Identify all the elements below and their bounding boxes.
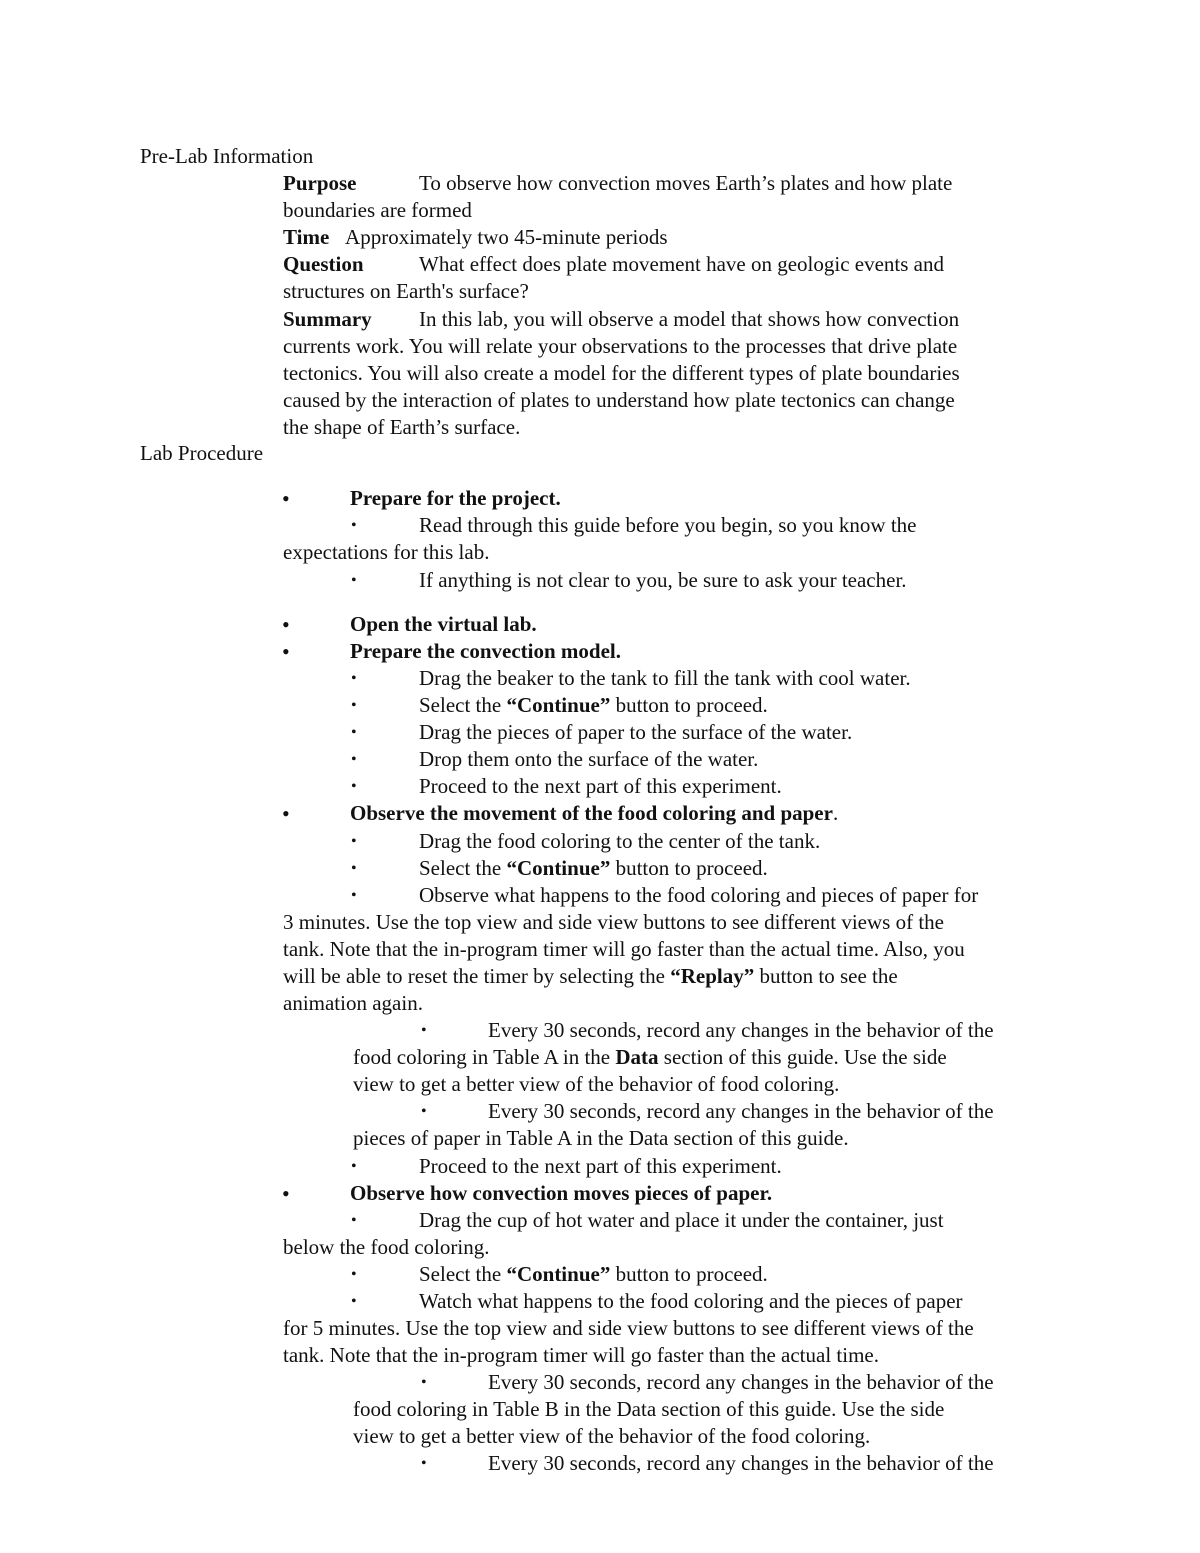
summary-text: In this lab, you will observe a model that shows how convection [419,307,960,331]
list-item-cont: view to get a better view of the behavior of food coloring. [353,1072,840,1096]
list-item: Read through this guide before you begin, so you know the [419,513,917,537]
list-item: Drag the cup of hot water and place it under the container, just [419,1208,944,1232]
list-item: Watch what happens to the food coloring and the pieces of paper [419,1289,963,1313]
purpose-text: To observe how convection moves Earth’s plates and how plate [419,171,953,195]
question-text-cont: structures on Earth's surface? [283,279,529,303]
sub-bullet: • [351,697,357,714]
text: button to proceed. [610,856,768,880]
bullet: • [282,486,290,511]
summary-text-cont: caused by the interaction of plates to understand how plate tectonics can change [283,388,955,412]
text: button to proceed. [610,1262,768,1286]
continue-label: “Continue” [506,693,611,717]
sub-bullet: • [351,1266,357,1283]
list-item: If anything is not clear to you, be sure to ask your teacher. [419,568,907,592]
text: Select the [419,693,507,717]
summary-text-cont: the shape of Earth’s surface. [283,415,521,439]
list-item: Drag the pieces of paper to the surface of the water. [419,720,853,744]
list-item [419,1261,768,1288]
text: . [832,801,839,825]
sub-sub-bullet: • [421,1455,427,1472]
text: Select the [419,1262,507,1286]
purpose-label: Purpose [283,171,357,195]
list-item-cont: expectations for this lab. [283,540,490,564]
text: Select the [419,856,507,880]
list-item-cont: tank. Note that the in-program timer will go faster than the actual time. Also, you [283,937,965,961]
bullet: • [282,612,290,637]
time-text: Approximately two 45-minute periods [345,225,668,249]
sub-sub-bullet: • [421,1103,427,1120]
procedure-heading: Lab Procedure [140,441,264,465]
sub-bullet: • [351,833,357,850]
sub-bullet: • [351,887,357,904]
summary-label: Summary [283,307,372,331]
text: section of this guide. Use the side [658,1045,947,1069]
list-item: Every 30 seconds, record any changes in the behavior of the [488,1099,994,1123]
step-open-virtual-lab: Open the virtual lab. [350,612,537,636]
sub-bullet: • [351,1158,357,1175]
sub-bullet: • [351,517,357,534]
replay-label: “Replay” [670,964,755,988]
prelab-heading: Pre-Lab Information [140,144,314,168]
list-item-cont: for 5 minutes. Use the top view and side view buttons to see different views of the [283,1316,974,1340]
continue-label: “Continue” [506,856,611,880]
continue-label: “Continue” [506,1262,611,1286]
list-item: Proceed to the next part of this experiment. [419,1154,782,1178]
step-title: Observe the movement of the food coloring and paper [350,801,833,825]
text: button to proceed. [610,693,768,717]
list-item: Drop them onto the surface of the water. [419,747,759,771]
list-item-cont: below the food coloring. [283,1235,490,1259]
step-observe-movement [350,800,838,827]
summary-text-cont: currents work. You will relate your observations to the processes that drive plate [283,334,958,358]
list-item-cont: pieces of paper in Table A in the Data section of this guide. [353,1126,849,1150]
list-item [419,692,768,719]
list-item-cont: 3 minutes. Use the top view and side view buttons to see different views of the [283,910,944,934]
question-label: Question [283,252,364,276]
summary-text-cont: tectonics. You will also create a model for the different types of plate boundaries [283,361,960,385]
list-item-cont: animation again. [283,991,423,1015]
sub-sub-bullet: • [421,1022,427,1039]
purpose-text-cont: boundaries are formed [283,198,472,222]
list-item-cont: view to get a better view of the behavior of the food coloring. [353,1424,871,1448]
list-item-cont [353,1044,947,1071]
step-observe-convection: Observe how convection moves pieces of paper. [350,1181,773,1205]
list-item-cont: tank. Note that the in-program timer will go faster than the actual time. [283,1343,879,1367]
list-item: Proceed to the next part of this experiment. [419,774,782,798]
sub-bullet: • [351,1212,357,1229]
bullet: • [282,639,290,664]
sub-bullet: • [351,778,357,795]
list-item: Every 30 seconds, record any changes in the behavior of the [488,1370,994,1394]
list-item: Every 30 seconds, record any changes in the behavior of the [488,1451,994,1475]
text: will be able to reset the timer by selecting the [283,964,671,988]
list-item [419,855,768,882]
sub-bullet: • [351,1293,357,1310]
list-item-cont [283,963,898,990]
step-prepare-convection-model: Prepare the convection model. [350,639,622,663]
sub-bullet: • [351,724,357,741]
text: food coloring in Table A in the [353,1045,616,1069]
data-label: Data [615,1045,659,1069]
question-text: What effect does plate movement have on geologic events and [419,252,944,276]
sub-bullet: • [351,670,357,687]
sub-bullet: • [351,751,357,768]
bullet: • [282,801,290,826]
sub-sub-bullet: • [421,1374,427,1391]
list-item: Every 30 seconds, record any changes in the behavior of the [488,1018,994,1042]
list-item: Observe what happens to the food coloring and pieces of paper for [419,883,979,907]
text: button to see the [754,964,898,988]
time-row [283,224,668,251]
list-item: Drag the beaker to the tank to fill the tank with cool water. [419,666,911,690]
step-prepare-project: Prepare for the project. [350,486,561,510]
list-item: Drag the food coloring to the center of the tank. [419,829,821,853]
time-label: Time [283,225,330,249]
bullet: • [282,1181,290,1206]
sub-bullet: • [351,860,357,877]
list-item-cont: food coloring in Table B in the Data section of this guide. Use the side [353,1397,945,1421]
sub-bullet: • [351,572,357,589]
